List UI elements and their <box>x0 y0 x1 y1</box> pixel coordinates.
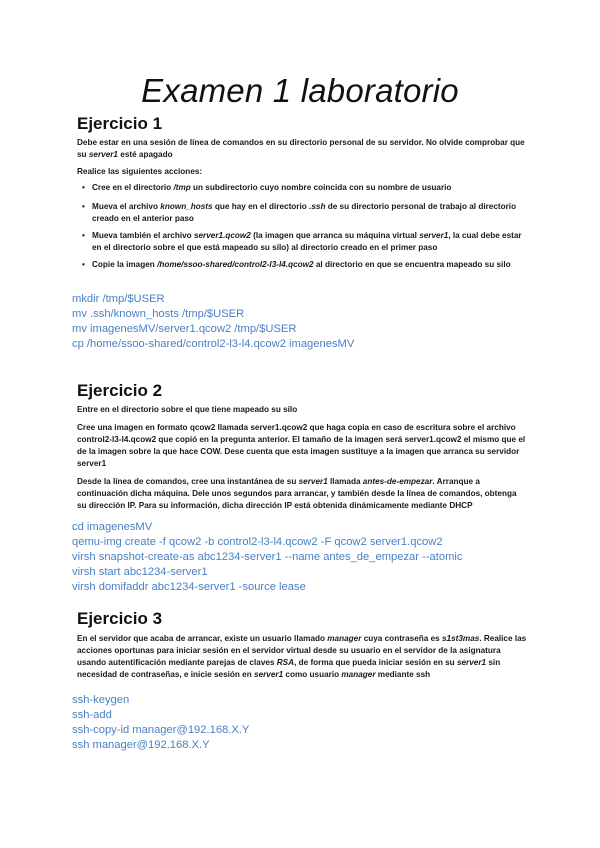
ex2-answer-code <box>72 520 463 595</box>
document-title: Examen 1 laboratorio <box>141 72 459 109</box>
code-line: virsh snapshot-create-as abc1234-server1 --name antes_de_empezar --atomic <box>72 551 463 563</box>
ex2-paragraph-3: Desde la línea de comandos, cree una instantánea de su server1 llamada antes-de-empezar. Arranque a continuación dicha máquina. Dele unos segundos para arrancar, y también desde la línea de comandos, obtenga su dirección IP. Para su información, dicha dirección IP está obtenida dinámicamente mediante DHCP <box>77 477 517 510</box>
code-line: cp /home/ssoo-shared/control2-l3-l4.qcow2 imagenesMV <box>72 338 355 350</box>
code-line: mv .ssh/known_hosts /tmp/$USER <box>72 308 245 320</box>
code-line: ssh manager@192.168.X.Y <box>72 739 210 751</box>
code-line: cd imagenesMV <box>72 521 153 533</box>
ex2-paragraph-1: Entre en el directorio sobre el que tiene mapeado su silo <box>77 405 298 414</box>
list-item: • Mueva el archivo known_hosts que hay en el directorio .ssh de su directorio personal de trabajo al directorio creado en el anterior paso <box>82 201 522 225</box>
code-line: mkdir /tmp/$USER <box>72 293 165 305</box>
ex1-actions-label: Realice las siguientes acciones: <box>77 167 203 176</box>
ex3-answer-code <box>72 693 249 753</box>
ex3-heading: Ejercicio 3 <box>77 609 163 628</box>
code-line: ssh-add <box>72 709 112 721</box>
ex2-heading: Ejercicio 2 <box>77 381 163 400</box>
ex2-paragraph-2: Cree una imagen en formato qcow2 llamada server1.qcow2 que haga copia en caso de escritura sobre el archivo control2-l3-l4.qcow2 que copió en la pregunta anterior. El tamaño de la imagen será server1.qcow2 el mismo que el de la imagen sobre la que hace COW. Dese cuenta que esta imagen sustituye a la imagen que arranca su servidor server1 <box>77 423 526 468</box>
code-line: qemu-img create -f qcow2 -b control2-l3-l4.qcow2 -F qcow2 server1.qcow2 <box>72 536 443 548</box>
list-item: • Mueva también el archivo server1.qcow2 (la imagen que arranca su máquina virtual server1, la cual debe estar en el directorio sobre el que está mapeado su silo) al directorio creado en el primer paso <box>82 230 522 254</box>
list-item: • Cree en el directorio /tmp un subdirectorio cuyo nombre coincida con su nombre de usuario <box>82 182 522 194</box>
ex3-paragraph: En el servidor que acaba de arrancar, existe un usuario llamado manager cuya contraseña es s1st3mas. Realice las acciones oportunas para iniciar sesión en el servidor virtual desde su usuario en el servidor de la asignatura usando autentificación mediante parejas de claves RSA, de forma que pueda iniciar sesión en su server1 sin necesidad de contraseñas, e inicie sesión en server1 como usuario manager mediante ssh <box>77 634 527 679</box>
list-item: • Copie la imagen /home/ssoo-shared/control2-l3-l4.qcow2 al directorio en que se encuentra mapeado su silo <box>82 259 522 271</box>
ex1-intro: Debe estar en una sesión de línea de comandos en su directorio personal de su servidor. No olvide comprobar que su server1 esté apagado <box>77 138 525 159</box>
code-line: mv imagenesMV/server1.qcow2 /tmp/$USER <box>72 323 297 335</box>
ex1-heading: Ejercicio 1 <box>77 114 163 133</box>
code-line: ssh-keygen <box>72 694 130 706</box>
ex1-answer-code <box>72 292 354 352</box>
code-line: virsh start abc1234-server1 <box>72 566 208 578</box>
ex1-action-list <box>82 182 522 276</box>
code-line: ssh-copy-id manager@192.168.X.Y <box>72 724 250 736</box>
code-line: virsh domifaddr abc1234-server1 -source lease <box>72 581 306 593</box>
